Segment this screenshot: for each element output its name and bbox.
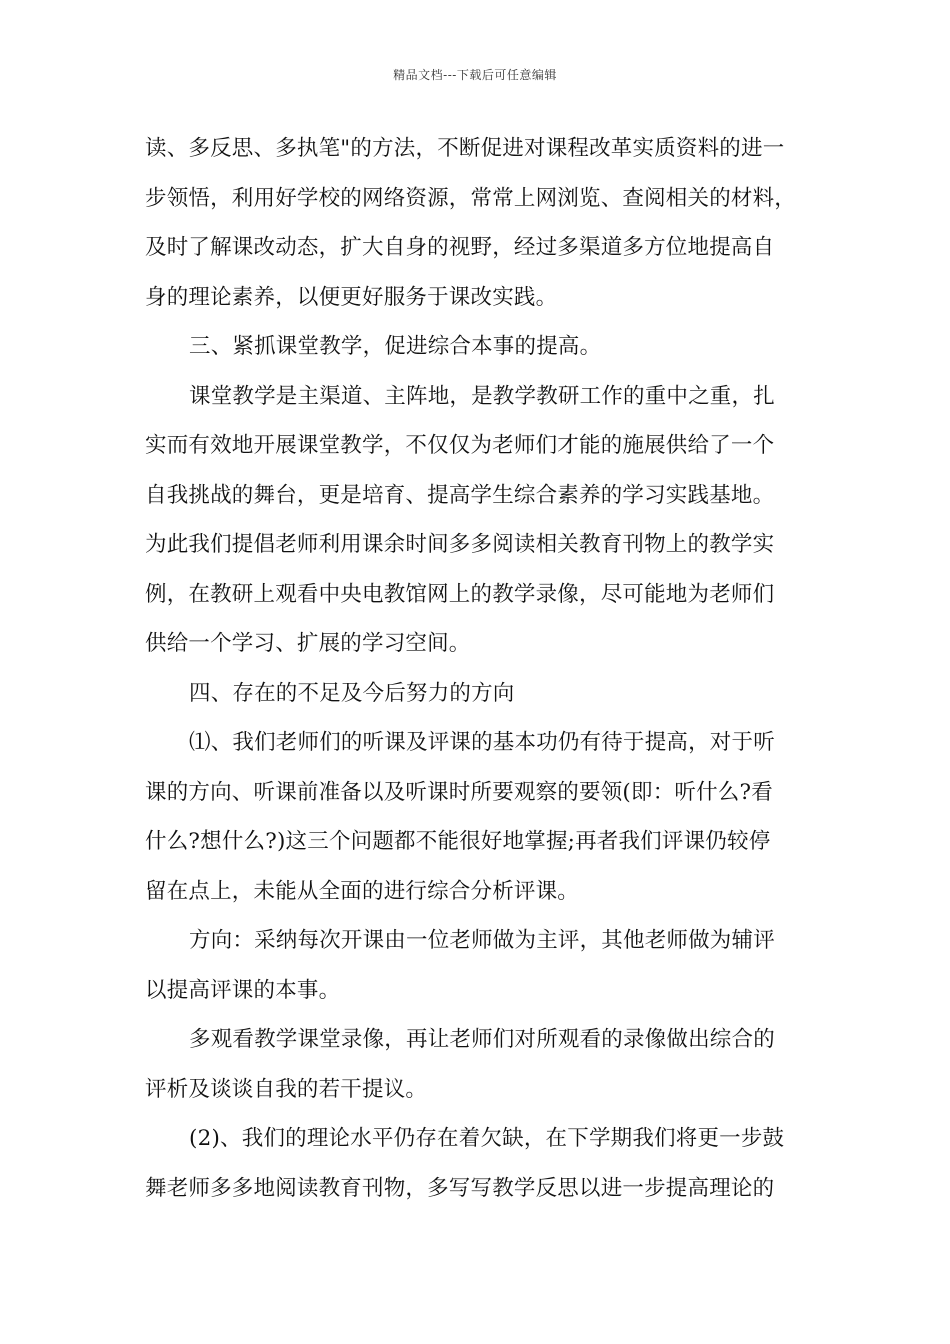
body-line: 以提高评课的本事。 [145, 977, 341, 1003]
section-heading: 四、存在的不足及今后努力的方向 [189, 680, 515, 706]
body-line: 什么?想什么?)这三个问题都不能很好地掌握;再者我们评课仍较停 [145, 829, 771, 854]
page-header: 精品文档---下载后可任意编辑 [393, 68, 557, 82]
body-line: ⑴、我们老师们的听课及评课的基本功仍有待于提高，对于听 [189, 730, 775, 755]
body-line: 身的理论素养，以便更好服务于课改实践。 [145, 284, 558, 310]
body-line: (2)、我们的理论水平仍存在着欠缺，在下学期我们将更一步鼓 [189, 1126, 785, 1151]
section-heading: 三、紧抓课堂教学，促进综合本事的提高。 [189, 334, 602, 359]
body-line: 舞老师多多地阅读教育刊物，多写写教学反思以进一步提高理论的 [145, 1175, 775, 1201]
body-line: 方向：采纳每次开课由一位老师做为主评，其他老师做为辅评 [189, 928, 775, 953]
body-line: 课的方向、听课前准备以及听课时所要观察的要领(即：听什么?看 [145, 779, 773, 805]
body-line: 读、多反思、多执笔"的方法，不断促进对课程改革实质资料的进一 [145, 136, 785, 161]
document-body [145, 124, 825, 1213]
body-line: 自我挑战的舞台，更是培育、提高学生综合素养的学习实践基地。 [145, 482, 775, 508]
body-line: 为此我们提倡老师利用课余时间多多阅读相关教育刊物上的教学实 [145, 532, 775, 557]
body-line: 多观看教学课堂录像，再让老师们对所观看的录像做出综合的 [189, 1027, 775, 1052]
body-line: 评析及谈谈自我的若干提议。 [145, 1076, 428, 1102]
body-line: 步领悟，利用好学校的网络资源，常常上网浏览、查阅相关的材料， [145, 185, 797, 211]
body-line: 课堂教学是主渠道、主阵地，是教学教研工作的重中之重，扎 [189, 383, 775, 409]
body-line: 留在点上，未能从全面的进行综合分析评课。 [145, 878, 580, 904]
body-line: 实而有效地开展课堂教学，不仅仅为老师们才能的施展供给了一个 [145, 433, 775, 458]
body-line: 及时了解课改动态，扩大自身的视野，经过多渠道多方位地提高自 [145, 235, 775, 260]
body-line: 例，在教研上观看中央电教馆网上的教学录像，尽可能地为老师们 [145, 581, 775, 607]
body-line: 供给一个学习、扩展的学习空间。 [145, 631, 471, 656]
